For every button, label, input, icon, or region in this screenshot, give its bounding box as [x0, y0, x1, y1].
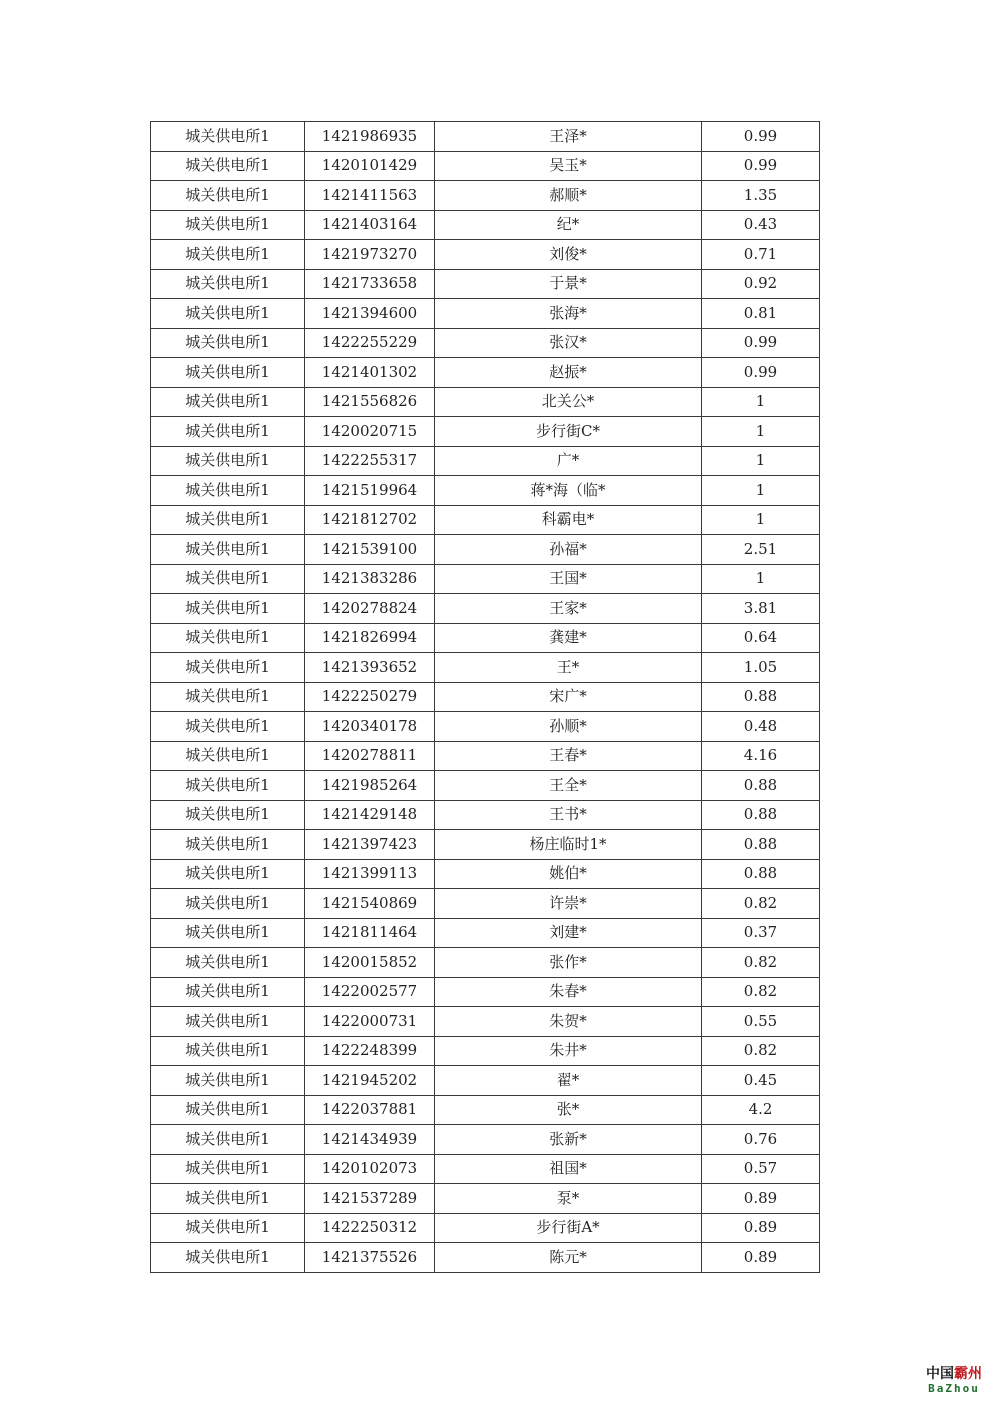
- value-cell: 1.05: [702, 653, 820, 683]
- table-row: [151, 535, 820, 565]
- account-number-cell: 1421973270: [305, 240, 435, 270]
- table-row: [151, 1184, 820, 1214]
- account-number-cell: 1420278824: [305, 594, 435, 624]
- station-cell: 城关供电所1: [151, 1184, 305, 1214]
- account-number-cell: 1421519964: [305, 476, 435, 506]
- table-row: [151, 653, 820, 683]
- customer-name-cell: 赵振*: [435, 358, 702, 388]
- value-cell: 0.89: [702, 1213, 820, 1243]
- station-cell: 城关供电所1: [151, 269, 305, 299]
- account-number-cell: 1421394600: [305, 299, 435, 329]
- station-cell: 城关供电所1: [151, 1095, 305, 1125]
- customer-name-cell: 刘俊*: [435, 240, 702, 270]
- customer-name-cell: 张新*: [435, 1125, 702, 1155]
- table-row: [151, 328, 820, 358]
- account-number-cell: 1421826994: [305, 623, 435, 653]
- table-row: [151, 358, 820, 388]
- value-cell: 0.88: [702, 800, 820, 830]
- account-number-cell: 1422000731: [305, 1007, 435, 1037]
- customer-name-cell: 姚伯*: [435, 859, 702, 889]
- value-cell: 1: [702, 564, 820, 594]
- account-number-cell: 1421537289: [305, 1184, 435, 1214]
- account-number-cell: 1421733658: [305, 269, 435, 299]
- customer-name-cell: 朱春*: [435, 977, 702, 1007]
- customer-name-cell: 科霸电*: [435, 505, 702, 535]
- station-cell: 城关供电所1: [151, 682, 305, 712]
- account-number-cell: 1422002577: [305, 977, 435, 1007]
- customer-name-cell: 张海*: [435, 299, 702, 329]
- table-row: [151, 476, 820, 506]
- customer-name-cell: 朱井*: [435, 1036, 702, 1066]
- watermark-text-bazhou: 霸州: [954, 1366, 982, 1382]
- account-number-cell: 1421401302: [305, 358, 435, 388]
- station-cell: 城关供电所1: [151, 977, 305, 1007]
- station-cell: 城关供电所1: [151, 151, 305, 181]
- table-row: [151, 948, 820, 978]
- table-row: [151, 1036, 820, 1066]
- value-cell: 0.45: [702, 1066, 820, 1096]
- account-number-cell: 1422255317: [305, 446, 435, 476]
- customer-name-cell: 龚建*: [435, 623, 702, 653]
- customer-name-cell: 祖国*: [435, 1154, 702, 1184]
- account-number-cell: 1421434939: [305, 1125, 435, 1155]
- customer-name-cell: 吴玉*: [435, 151, 702, 181]
- table-row: [151, 299, 820, 329]
- station-cell: 城关供电所1: [151, 889, 305, 919]
- account-number-cell: 1421812702: [305, 505, 435, 535]
- table-row: [151, 181, 820, 211]
- customer-name-cell: 郝顺*: [435, 181, 702, 211]
- table-row: [151, 594, 820, 624]
- value-cell: 0.88: [702, 771, 820, 801]
- value-cell: 0.99: [702, 151, 820, 181]
- value-cell: 1.35: [702, 181, 820, 211]
- station-cell: 城关供电所1: [151, 830, 305, 860]
- station-cell: 城关供电所1: [151, 1007, 305, 1037]
- customer-name-cell: 广*: [435, 446, 702, 476]
- table-row: [151, 1213, 820, 1243]
- value-cell: 0.92: [702, 269, 820, 299]
- customer-name-cell: 王家*: [435, 594, 702, 624]
- customer-name-cell: 纪*: [435, 210, 702, 240]
- table-row: [151, 446, 820, 476]
- customer-name-cell: 许崇*: [435, 889, 702, 919]
- account-number-cell: 1421539100: [305, 535, 435, 565]
- value-cell: 0.88: [702, 830, 820, 860]
- account-number-cell: 1421556826: [305, 387, 435, 417]
- value-cell: 3.81: [702, 594, 820, 624]
- account-number-cell: 1421945202: [305, 1066, 435, 1096]
- value-cell: 0.88: [702, 682, 820, 712]
- value-cell: 0.81: [702, 299, 820, 329]
- table-row: [151, 682, 820, 712]
- customer-name-cell: 王书*: [435, 800, 702, 830]
- station-cell: 城关供电所1: [151, 1036, 305, 1066]
- station-cell: 城关供电所1: [151, 1154, 305, 1184]
- station-cell: 城关供电所1: [151, 918, 305, 948]
- value-cell: 0.89: [702, 1184, 820, 1214]
- station-cell: 城关供电所1: [151, 210, 305, 240]
- customer-name-cell: 步行街C*: [435, 417, 702, 447]
- account-number-cell: 1421393652: [305, 653, 435, 683]
- value-cell: 0.82: [702, 889, 820, 919]
- account-number-cell: 1421985264: [305, 771, 435, 801]
- account-number-cell: 1422248399: [305, 1036, 435, 1066]
- customer-name-cell: 孙顺*: [435, 712, 702, 742]
- table-row: [151, 387, 820, 417]
- watermark-text-china: 中国: [926, 1366, 954, 1382]
- table-row: [151, 269, 820, 299]
- station-cell: 城关供电所1: [151, 712, 305, 742]
- account-number-cell: 1421540869: [305, 889, 435, 919]
- table-row: [151, 800, 820, 830]
- table-row: [151, 1154, 820, 1184]
- table-row: [151, 210, 820, 240]
- station-cell: 城关供电所1: [151, 505, 305, 535]
- data-table: [150, 121, 820, 1273]
- value-cell: 1: [702, 505, 820, 535]
- customer-name-cell: 步行街A*: [435, 1213, 702, 1243]
- station-cell: 城关供电所1: [151, 1125, 305, 1155]
- watermark-latin: BaZhou: [928, 1382, 980, 1395]
- value-cell: 0.76: [702, 1125, 820, 1155]
- value-cell: 0.37: [702, 918, 820, 948]
- value-cell: 4.2: [702, 1095, 820, 1125]
- table-row: [151, 151, 820, 181]
- customer-name-cell: 王*: [435, 653, 702, 683]
- value-cell: 0.99: [702, 328, 820, 358]
- customer-name-cell: 朱贺*: [435, 1007, 702, 1037]
- value-cell: 0.43: [702, 210, 820, 240]
- value-cell: 1: [702, 387, 820, 417]
- station-cell: 城关供电所1: [151, 859, 305, 889]
- customer-name-cell: 刘建*: [435, 918, 702, 948]
- customer-name-cell: 陈元*: [435, 1243, 702, 1273]
- customer-name-cell: 泵*: [435, 1184, 702, 1214]
- value-cell: 0.89: [702, 1243, 820, 1273]
- account-number-cell: 1422250279: [305, 682, 435, 712]
- customer-name-cell: 王国*: [435, 564, 702, 594]
- customer-name-cell: 蒋*海（临*: [435, 476, 702, 506]
- account-number-cell: 1421986935: [305, 122, 435, 152]
- station-cell: 城关供电所1: [151, 181, 305, 211]
- table-row: [151, 977, 820, 1007]
- account-number-cell: 1421397423: [305, 830, 435, 860]
- account-number-cell: 1421811464: [305, 918, 435, 948]
- station-cell: 城关供电所1: [151, 417, 305, 447]
- station-cell: 城关供电所1: [151, 476, 305, 506]
- station-cell: 城关供电所1: [151, 446, 305, 476]
- table-row: [151, 564, 820, 594]
- table-row: [151, 417, 820, 447]
- customer-name-cell: 翟*: [435, 1066, 702, 1096]
- account-number-cell: 1421375526: [305, 1243, 435, 1273]
- value-cell: 0.57: [702, 1154, 820, 1184]
- table-row: [151, 918, 820, 948]
- station-cell: 城关供电所1: [151, 122, 305, 152]
- value-cell: 0.99: [702, 122, 820, 152]
- value-cell: 0.71: [702, 240, 820, 270]
- value-cell: 2.51: [702, 535, 820, 565]
- table-row: [151, 1095, 820, 1125]
- table-row: [151, 859, 820, 889]
- station-cell: 城关供电所1: [151, 535, 305, 565]
- account-number-cell: 1421383286: [305, 564, 435, 594]
- site-watermark-logo: [926, 1367, 982, 1394]
- account-number-cell: 1421429148: [305, 800, 435, 830]
- customer-name-cell: 张作*: [435, 948, 702, 978]
- table-row: [151, 623, 820, 653]
- station-cell: 城关供电所1: [151, 240, 305, 270]
- station-cell: 城关供电所1: [151, 299, 305, 329]
- station-cell: 城关供电所1: [151, 564, 305, 594]
- value-cell: 0.88: [702, 859, 820, 889]
- value-cell: 0.64: [702, 623, 820, 653]
- value-cell: 0.55: [702, 1007, 820, 1037]
- account-number-cell: 1420102073: [305, 1154, 435, 1184]
- account-number-cell: 1422037881: [305, 1095, 435, 1125]
- station-cell: 城关供电所1: [151, 1243, 305, 1273]
- value-cell: 1: [702, 417, 820, 447]
- customer-name-cell: 杨庄临时1*: [435, 830, 702, 860]
- account-number-cell: 1420278811: [305, 741, 435, 771]
- customer-name-cell: 于景*: [435, 269, 702, 299]
- value-cell: 0.82: [702, 948, 820, 978]
- account-number-cell: 1420020715: [305, 417, 435, 447]
- station-cell: 城关供电所1: [151, 948, 305, 978]
- station-cell: 城关供电所1: [151, 1066, 305, 1096]
- account-number-cell: 1420101429: [305, 151, 435, 181]
- station-cell: 城关供电所1: [151, 358, 305, 388]
- table-row: [151, 830, 820, 860]
- station-cell: 城关供电所1: [151, 771, 305, 801]
- station-cell: 城关供电所1: [151, 800, 305, 830]
- value-cell: 0.99: [702, 358, 820, 388]
- table-row: [151, 1243, 820, 1273]
- table-body: [151, 122, 820, 1273]
- station-cell: 城关供电所1: [151, 387, 305, 417]
- table-row: [151, 741, 820, 771]
- value-cell: 0.82: [702, 1036, 820, 1066]
- account-number-cell: 1422250312: [305, 1213, 435, 1243]
- account-number-cell: 1421399113: [305, 859, 435, 889]
- table-row: [151, 505, 820, 535]
- table-row: [151, 1125, 820, 1155]
- table-row: [151, 240, 820, 270]
- customer-name-cell: 张汉*: [435, 328, 702, 358]
- value-cell: 1: [702, 446, 820, 476]
- station-cell: 城关供电所1: [151, 1213, 305, 1243]
- customer-name-cell: 孙福*: [435, 535, 702, 565]
- customer-name-cell: 宋广*: [435, 682, 702, 712]
- customer-name-cell: 王泽*: [435, 122, 702, 152]
- station-cell: 城关供电所1: [151, 328, 305, 358]
- customer-name-cell: 王春*: [435, 741, 702, 771]
- table-row: [151, 889, 820, 919]
- table-row: [151, 122, 820, 152]
- customer-name-cell: 北关公*: [435, 387, 702, 417]
- value-cell: 1: [702, 476, 820, 506]
- station-cell: 城关供电所1: [151, 594, 305, 624]
- value-cell: 4.16: [702, 741, 820, 771]
- customer-name-cell: 张*: [435, 1095, 702, 1125]
- table-row: [151, 712, 820, 742]
- table-row: [151, 771, 820, 801]
- table-row: [151, 1066, 820, 1096]
- account-number-cell: 1420015852: [305, 948, 435, 978]
- account-number-cell: 1421411563: [305, 181, 435, 211]
- station-cell: 城关供电所1: [151, 741, 305, 771]
- account-number-cell: 1421403164: [305, 210, 435, 240]
- station-cell: 城关供电所1: [151, 653, 305, 683]
- customer-name-cell: 王全*: [435, 771, 702, 801]
- account-number-cell: 1422255229: [305, 328, 435, 358]
- account-number-cell: 1420340178: [305, 712, 435, 742]
- value-cell: 0.82: [702, 977, 820, 1007]
- station-cell: 城关供电所1: [151, 623, 305, 653]
- table-row: [151, 1007, 820, 1037]
- value-cell: 0.48: [702, 712, 820, 742]
